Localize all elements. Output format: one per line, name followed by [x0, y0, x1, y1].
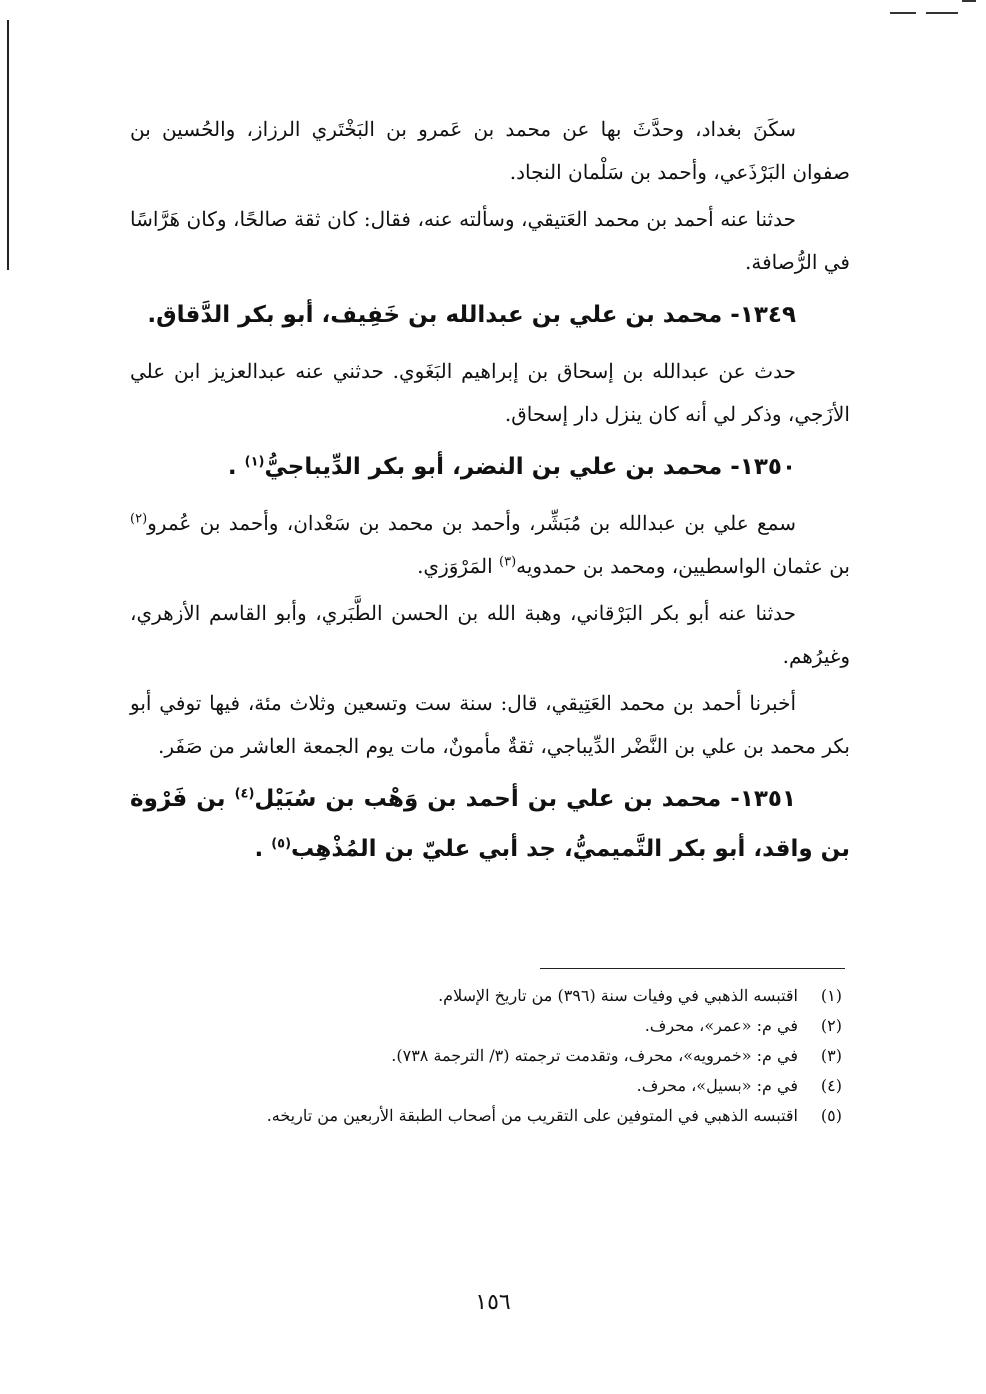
footnote-number: (٢) [820, 1016, 842, 1035]
footnote-item [130, 1102, 842, 1129]
footnote-divider [540, 968, 845, 969]
scan-edge-mark [7, 20, 9, 270]
body-paragraph [130, 592, 850, 678]
footnote-item [130, 982, 842, 1009]
body-paragraph [130, 350, 850, 436]
footnote-number: (٤) [820, 1076, 842, 1095]
scan-corner-marks [866, 0, 986, 20]
text-run: المَرْوَزي. [417, 554, 499, 578]
footnote-ref: (٣) [499, 554, 517, 570]
text-run: . [254, 836, 272, 862]
entry-heading [130, 774, 850, 874]
footnote-text: في م: «عمر»، محرف. [644, 1016, 798, 1035]
footnote-text: اقتبسه الذهبي في وفيات سنة (٣٩٦) من تاريخ الإسلام. [438, 986, 798, 1005]
scan-mark [926, 12, 958, 14]
footnote-number: (٥) [820, 1106, 842, 1125]
main-text-body [130, 108, 850, 884]
footnotes-section [130, 982, 842, 1132]
footnote-ref: (٤) [234, 786, 255, 802]
body-paragraph [130, 682, 850, 768]
footnote-number: (١) [820, 986, 842, 1005]
footnote-item [130, 1072, 842, 1099]
footnote-ref: (٢) [130, 511, 148, 527]
footnote-text: في م: «بسيل»، محرف. [636, 1076, 798, 1095]
text-run: سمع علي بن عبدالله بن مُبَشِّر، وأحمد بن محمد بن سَعْدان، وأحمد بن عُمرو [147, 511, 796, 535]
text-run: بن عثمان الواسطيين، ومحمد بن حمدويه [516, 554, 850, 578]
footnote-ref: (١) [244, 454, 265, 470]
scan-mark [962, 0, 976, 2]
text-run: ١٣٥١- محمد بن علي بن أحمد بن وَهْب بن سُبَيْل [254, 786, 796, 812]
footnote-number: (٣) [820, 1046, 842, 1065]
footnote-item [130, 1012, 842, 1039]
entry-heading [130, 442, 850, 492]
text-run: ١٣٤٩- محمد بن علي بن عبدالله بن خَفِيف، أبو بكر الدَّقاق. [147, 302, 796, 328]
footnote-text: اقتبسه الذهبي في المتوفين على التقريب من أصحاب الطبقة الأربعين من تاريخه. [266, 1106, 798, 1125]
text-run: حدثنا عنه أحمد بن محمد العَتيقي، وسألته عنه، فقال: كان ثقة صالحًا، وكان هَرَّاسًا في الرُّصافة. [130, 207, 850, 274]
body-paragraph [130, 502, 850, 588]
text-run: سكَنَ بغداد، وحدَّثَ بها عن محمد بن عَمرو بن البَخْتَري الرزاز، والحُسين بن صفوان البَرْذَعي، وأحمد بن سَلْمان النجاد. [130, 117, 850, 184]
text-run: . [227, 454, 245, 480]
text-run: ١٣٥٠- محمد بن علي بن النضر، أبو بكر الدِّيباجيُّ [264, 454, 796, 480]
footnote-text: في م: «خمرويه»، محرف، وتقدمت ترجمته (٣/ الترجمة ٧٣٨). [391, 1046, 798, 1065]
page-number: ١٥٦ [475, 1290, 511, 1315]
text-run: حدث عن عبدالله بن إسحاق بن إبراهيم البَغَوي. حدثني عنه عبدالعزيز ابن علي الأزَجي، وذكر لي أنه كان ينزل دار إسحاق. [130, 359, 850, 426]
entry-heading [130, 290, 850, 340]
footnote-item [130, 1042, 842, 1069]
body-paragraph [130, 108, 850, 194]
body-paragraph [130, 198, 850, 284]
text-run: أخبرنا أحمد بن محمد العَتِيقي، قال: سنة ست وتسعين وثلاث مئة، فيها توفي أبو بكر محمد بن علي بن النَّضْر الدِّيباجي، ثقةٌ مأمونٌ، مات يوم الجمعة العاشر من صَفَر. [130, 691, 850, 758]
text-run: بن فَرْوة بن واقد، أبو بكر التَّميميُّ، جد أبي عليّ بن المُذْهِب [130, 786, 850, 862]
scan-mark [890, 12, 916, 14]
text-run: حدثنا عنه أبو بكر البَرْقاني، وهبة الله بن الحسن الطَّبَري، وأبو القاسم الأزهري، وغيرُهم. [130, 601, 850, 668]
footnote-ref: (٥) [271, 836, 292, 852]
